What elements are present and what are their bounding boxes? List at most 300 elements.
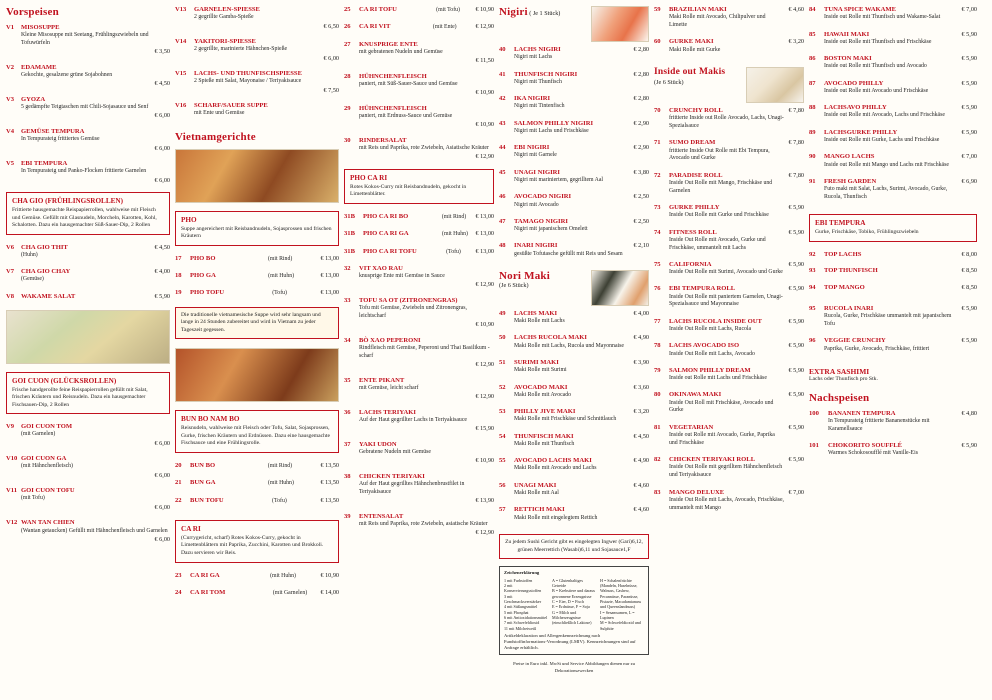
item-number: 93 (809, 267, 816, 275)
menu-item (175, 6, 339, 30)
item-price: € 5,90 (961, 442, 977, 450)
menu-item (499, 46, 649, 62)
item-number: 40 (499, 46, 506, 53)
phocari-box (344, 169, 494, 204)
item-desc: mit Gemüse, leicht scharf (359, 384, 419, 391)
menu-item (344, 513, 494, 537)
item-price: € 7,80 (788, 139, 804, 147)
menu-item (809, 251, 977, 259)
item-number: 48 (499, 242, 506, 250)
menu-item (809, 55, 977, 71)
menu-item (175, 38, 339, 62)
photo-spring-rolls (6, 310, 170, 364)
item-number: 82 (654, 456, 661, 464)
item-name: CHA GIO THIT (21, 243, 68, 251)
chagio-title: CHA GIO (FRÜHLINGSROLLEN) (12, 197, 124, 206)
item-number: 56 (499, 481, 506, 489)
item-name: LACHS RUCOLA INSIDE OUT (669, 317, 762, 325)
menu-item (175, 272, 339, 281)
column-vietnam (175, 6, 339, 696)
item-price: € 6,00 (154, 176, 170, 184)
menu-item (654, 139, 804, 163)
item-desc: (mit Garnelen) (272, 589, 308, 596)
item-desc: Nigiri mit mariniertem, gegrilltem Aal (514, 176, 604, 183)
legend-entry: I = Sesamsamen, L = Lupinen (600, 609, 635, 620)
item-price: € 5,90 (961, 337, 977, 345)
item-name: GURKE PHILLY (669, 203, 720, 211)
item-price: € 13,00 (320, 289, 340, 297)
menu-item (6, 64, 170, 88)
item-number: V12 (6, 519, 18, 527)
item-number: 18 (175, 272, 182, 280)
item-name: RETTICH MAKI (514, 506, 565, 514)
chagio-box (6, 192, 170, 235)
item-desc: Maki Rolle mit eingelegtem Rettich (514, 514, 598, 521)
legend-entry: B = Krebstiere und daraus gewonnene Erzeugnisse (552, 588, 596, 599)
item-desc: Rucola, Gurke, Frischkäse ummantelt mit japanischem Tofu (824, 313, 952, 327)
extra-sashimi (809, 367, 977, 382)
item-number: V6 (6, 243, 15, 251)
item-price: € 7,50 (323, 86, 339, 94)
item-number: 32 (344, 264, 351, 272)
section-title-nigiri: Nigiri (499, 6, 528, 18)
pho-text: Suppe angereichert mit Reisbandnudeln, Sojasprossen und frischen Kräutern (181, 225, 332, 240)
cari-title: CA RI (181, 524, 201, 533)
menu-item (499, 144, 649, 160)
item-name: PHO BO (190, 254, 216, 262)
ebitempura-box (809, 214, 977, 242)
menu-item (809, 284, 977, 292)
item-desc: 2 gegrillte, marinierte Hähnchen-Spieße (194, 46, 288, 53)
nigiri-subtitle: ( Je 1 Stück) (529, 10, 561, 17)
menu-item (344, 409, 494, 433)
item-name: BÒ XAO PEPERONI (359, 336, 421, 344)
item-desc: Futo maki mit Salat, Lachs, Surimi, Avocado, Gurke, Rucola, Thunfisch (824, 186, 948, 200)
menu-item (175, 70, 339, 94)
item-desc: Inside out Rolle mit Thunfisch und Frischkäse (824, 38, 932, 45)
item-name: LACHS RUCOLA MAKI (514, 334, 587, 342)
item-number: V15 (175, 70, 187, 78)
item-price: € 12,90 (475, 529, 494, 537)
item-price: € 5,90 (154, 292, 170, 300)
item-number: V14 (175, 38, 187, 46)
item-name: GOI CUON TOFU (21, 487, 75, 495)
menu-item (6, 244, 170, 260)
item-desc: In Tempurateig frittierte Bananenstücke mit Karamellsauce (828, 418, 930, 432)
legend-col-1 (504, 578, 548, 631)
item-price: € 4,50 (154, 80, 170, 88)
item-name: LACHS AVOCADO ISO (669, 342, 740, 350)
menu-item (499, 310, 649, 326)
item-name: BUN GA (190, 479, 216, 487)
item-desc: Auf der Haut gegrilltes Hähnchenbrustfilet in Teriyakisauce (359, 480, 465, 495)
item-number: 92 (809, 250, 816, 258)
menu-item (654, 342, 804, 358)
item-number: 42 (499, 95, 506, 103)
menu-item (499, 482, 649, 498)
item-price: € 13,00 (320, 272, 340, 280)
menu-item (344, 23, 494, 32)
menu-item (6, 24, 170, 55)
menu-item (654, 107, 804, 131)
item-price: € 10,90 (475, 6, 494, 13)
item-price: € 5,90 (788, 203, 804, 211)
item-name: TUNA SPICE WAKAME (824, 6, 897, 13)
menu-item (809, 31, 977, 47)
legend-entry: 3 mit Geschmacksverstärker (504, 593, 542, 604)
legend-entry: M = Schwefeldioxid und Sulphite (600, 620, 641, 631)
item-name: MANGO DELUXE (669, 488, 725, 496)
item-name: GOI CUON GA (21, 455, 67, 463)
menu-item (654, 6, 804, 30)
chagio-text: Frittierte hausgemachte Reispapierrollen, wahlweise mit Fleisch und Gemüse. Gefüllt mit Glasnudeln, Morcheln, Karotten, Kohl, Schalotten. Dazu ein hausgemachter Süß-Sauer-Dip, 2 Rollen (12, 207, 157, 229)
item-desc: gesüßte Tofutasche gefüllt mit Reis und Sesam (514, 250, 623, 257)
item-number: 85 (809, 30, 816, 38)
item-price: € 4,00 (633, 309, 649, 317)
item-desc: Inside Out Roll mit Frischkäse, Avocado und Gurke (669, 399, 774, 414)
item-price: € 6,00 (154, 503, 170, 511)
item-desc: (mit Ente) (432, 24, 457, 31)
menu-item (6, 519, 170, 543)
item-desc: Inside Out Rolle mit Avocado, Gurke und Frischkäse, ummantelt mit Lachs (669, 236, 766, 251)
item-price: € 6,00 (323, 54, 339, 62)
item-desc: Maki Rolle mit Thunfisch (514, 440, 575, 447)
item-name: GYOZA (21, 95, 46, 103)
item-name: INARI NIGIRI (514, 242, 558, 250)
item-price: € 13,00 (320, 254, 339, 262)
item-name: UNAGI MAKI (514, 481, 557, 489)
legend-entry: H = Schalenfrüchte (Mandeln, Haselnüsse, Walnuss, Cashew, Pecannüsse, Paranüsse, Pistazie, Macadamianuss und Queenslandnuss) (600, 577, 642, 610)
menu-item (499, 193, 649, 209)
item-price: € 3,20 (788, 38, 804, 46)
legend-entry: 7 mit Schwefeldioxid (504, 620, 540, 626)
item-name: PHILLY JIVE MAKI (514, 408, 576, 416)
item-price: € 4,60 (633, 506, 649, 514)
item-name: EBI NIGIRI (514, 144, 550, 152)
menu-item (344, 6, 494, 15)
item-price: € 4,60 (788, 6, 804, 13)
item-number: 41 (499, 70, 506, 78)
item-number: 36 (344, 408, 351, 416)
menu-item (499, 359, 649, 375)
menu-item (809, 80, 977, 96)
menu-item (499, 242, 649, 258)
item-number: 49 (499, 309, 506, 317)
item-price: € 6,50 (323, 22, 339, 30)
item-price: € 15,90 (475, 425, 494, 433)
item-number: 21 (175, 479, 182, 487)
item-name: TOFU SA OT (ZITRONENGRAS) (359, 296, 458, 304)
item-desc: Inside Out Rolle mit Mango, Frischkäse und Garnelen (669, 179, 773, 194)
menu-item (344, 230, 494, 239)
item-price: € 4,90 (633, 334, 649, 342)
item-number: V2 (6, 63, 15, 71)
cari-text: (Currygericht, scharf) Rotes Kokos-Curry, gekocht in Limettenblättern mit Paprika, Zucchini, Karotten und Brokkoli. Dazu servieren wir Reis. (181, 534, 324, 557)
insideout-header (654, 67, 804, 103)
legend-entry: 4 mit Süßungsmittel (504, 604, 538, 610)
item-desc: Nigiri mit Tintenfisch (514, 103, 565, 110)
item-name: FRESH GARDEN (824, 177, 877, 185)
item-price: € 12,90 (475, 23, 494, 31)
item-name: CRUNCHY ROLL (669, 106, 723, 114)
item-desc: Maki Rolle mit Frischkäse und Schnittlauch (514, 416, 617, 423)
item-desc: Inside out Rolle mit Lachs und Frischkäse (669, 375, 767, 382)
item-name: CA RI TOFU (359, 6, 397, 13)
menu-item (654, 391, 804, 415)
menu-item (654, 172, 804, 196)
menu-item (344, 337, 494, 368)
item-price: € 5,90 (788, 456, 804, 464)
menu-item (6, 423, 170, 447)
item-desc: Maki Rolle mit Lachs, Rucola und Mayonnaise (514, 342, 624, 349)
column-hauptgerichte (344, 6, 494, 696)
item-desc: Nigiri mit Avocado (514, 201, 559, 208)
section-title-nachspeisen: Nachspeisen (809, 391, 870, 404)
item-number: 31B (344, 212, 355, 220)
item-name: TOP LACHS (824, 250, 862, 258)
item-price: € 3,80 (633, 168, 649, 176)
item-price: € 13,50 (320, 496, 339, 504)
item-number: V16 (175, 102, 187, 110)
item-price: € 3,60 (633, 383, 649, 391)
item-number: V5 (6, 160, 15, 167)
item-price: € 7,00 (961, 6, 977, 13)
sushi-note: Zu jedem Sushi Gericht gibt es eingelegten Ingwer (Gari)6,12, grünen Meerrettich (Wasabi)6,11 und Sojasauce1,F (505, 538, 643, 553)
item-desc: Nigiri mit japanischem Omelett (514, 226, 588, 233)
item-desc: Inside Out Rolle mit Lachs, Avocado, Frischkäse, ummantelt mit Mango (669, 496, 785, 511)
item-price: € 10,90 (475, 457, 494, 465)
item-desc: (Wantan getaucken) Gefüllt mit Hähnchenfleisch und Garnelen (21, 527, 168, 534)
item-name: LACHS TERIYAKI (359, 408, 416, 416)
item-desc: (Huhn) (21, 251, 38, 258)
item-number: 51 (499, 359, 506, 367)
item-number: 31B (344, 247, 355, 255)
nori-subtitle: (Je 6 Stück) (499, 281, 529, 289)
legend-entry: 5 mit Phosphat (504, 609, 529, 615)
legend-heading: Zeichenerklärung (504, 570, 540, 576)
item-number: 47 (499, 217, 506, 225)
item-price: € 11,50 (475, 57, 494, 65)
menu-item (809, 178, 977, 202)
item-number: V13 (175, 6, 187, 13)
item-desc: Inside Out Rolle mit Lachs, Avocado (669, 350, 755, 357)
section-title-insideout: Inside out Makis (654, 66, 726, 77)
pho-note-box (175, 307, 339, 340)
item-number: 80 (654, 391, 661, 399)
menu-item (654, 456, 804, 480)
menu-item (499, 218, 649, 234)
item-desc: In Tempurateig frittiertes Gemüse (21, 136, 100, 143)
item-number: 28 (344, 72, 351, 80)
menu-item (809, 442, 977, 458)
item-desc: (mit Huhn) (442, 231, 468, 238)
item-number: V8 (6, 292, 15, 300)
item-desc: mit Reis und Paprika, rote Zwiebeln, asiatische Kräuter (359, 520, 488, 527)
item-name: SALMON PHILLY DREAM (669, 366, 751, 374)
item-name: RINDERSALAT (359, 136, 407, 144)
item-number: 91 (809, 177, 816, 185)
item-number: 30 (344, 136, 351, 144)
menu-item (809, 153, 977, 169)
item-price: € 5,90 (961, 304, 977, 312)
item-desc: Maki Rolle mit Avocado (514, 391, 572, 398)
item-number: 88 (809, 104, 816, 112)
menu-item (654, 489, 804, 513)
menu-item (654, 229, 804, 253)
item-name: TOP THUNFISCH (824, 267, 878, 275)
photo-maki (591, 270, 649, 306)
item-desc: Inside Out Rolle mit Gurke und Frischkäse (669, 212, 769, 219)
item-price: € 10,90 (475, 321, 494, 329)
item-desc: Nigiri mit Garnele (514, 152, 557, 159)
item-name: CHOKORITO SOUFFLÉ (828, 442, 903, 450)
menu-item (344, 297, 494, 328)
bunbo-box (175, 410, 339, 453)
item-name: PHO GA (190, 272, 216, 280)
item-name: HAWAII MAKI (824, 30, 870, 38)
legend-entry: 2 mit Konservierungsstoffen (504, 583, 542, 594)
item-number: V1 (6, 24, 15, 31)
item-price: € 2,10 (633, 242, 649, 250)
item-number: 45 (499, 168, 506, 176)
item-number: 23 (175, 571, 182, 579)
item-name: CHICKEN TERIYAKI ROLL (669, 456, 756, 464)
item-price: € 6,00 (154, 535, 170, 543)
menu-item (499, 95, 649, 111)
item-name: TAMAGO NIGIRI (514, 217, 568, 225)
item-number: 50 (499, 334, 506, 342)
legend-entry: E = Erdnüsse, F = Soja (552, 604, 590, 610)
item-name: MANGO LACHS (824, 153, 875, 161)
item-price: € 5,90 (788, 317, 804, 325)
item-price: € 6,00 (154, 439, 170, 447)
item-name: THUNFISCH NIGIRI (514, 70, 578, 78)
item-desc: Tofu mit Gemüse, Zwiebeln und Zitronengras, leichtscharf (359, 305, 467, 319)
item-number: 101 (809, 442, 819, 450)
item-price: € 12,90 (475, 393, 494, 401)
item-desc: (Gemüse) (21, 276, 44, 283)
item-desc: (Tofu) (272, 497, 287, 504)
menu-item (654, 38, 804, 54)
item-number: 25 (344, 6, 351, 13)
menu-item (654, 261, 804, 277)
item-desc: Inside out Rolle mit Thunfisch und Avocado (824, 63, 927, 70)
item-number: 76 (654, 285, 661, 293)
item-name: HÜHNCHENFLEISCH (359, 104, 427, 112)
item-number: 27 (344, 40, 351, 48)
menu-item (344, 441, 494, 465)
item-number: 35 (344, 376, 351, 384)
item-name: SUMO DREAM (669, 139, 716, 147)
item-desc: paniert, mit Erdnuss-Sauce und Gemüse (359, 112, 453, 119)
item-price: € 13,50 (320, 479, 339, 487)
menu-item (499, 506, 649, 522)
item-desc: In Tempurateig und Panko-Flocken frittierte Garnelen (21, 168, 147, 175)
item-name: WAN TAN CHIEN (21, 519, 75, 527)
item-price: € 3,20 (633, 408, 649, 416)
item-desc: frittierte Inside out Rolle Avocado, Lachs, Unagi-Spezialsauce (669, 115, 784, 129)
price-footnote: Preise in Euro inkl. MwSt und Service Abbildungen dienen nur zu Dekorationszwecken (513, 661, 635, 673)
item-price: € 2,90 (633, 144, 649, 152)
item-desc: knusprige Ente mit Gemüse in Sauce (359, 273, 445, 280)
menu-item (6, 487, 170, 511)
item-price: € 12,90 (475, 153, 494, 161)
item-desc: Maki Rolle mit Aal (514, 489, 559, 496)
menu-item (175, 497, 339, 506)
item-price: € 3,50 (154, 48, 170, 56)
nigiri-header (499, 6, 649, 42)
item-price: € 4,50 (633, 432, 649, 440)
item-name: AVOCADO LACHS MAKI (514, 457, 592, 465)
item-number: V7 (6, 268, 15, 276)
pho-title: PHO (181, 215, 197, 224)
item-price: € 2,80 (633, 46, 649, 53)
item-number: 81 (654, 423, 661, 431)
item-name: EBI TEMPURA (21, 160, 68, 167)
legend-entry: A = Glutenhaltiges Getreide (552, 577, 583, 588)
item-price: € 13,90 (475, 497, 494, 505)
menu-item (6, 293, 170, 301)
pho-box (175, 211, 339, 246)
item-price: € 2,80 (633, 70, 649, 78)
item-price: € 8,00 (961, 250, 977, 258)
item-name: SURIMI MAKI (514, 359, 559, 367)
item-desc: mit Reis und Paprika, rote Zwiebeln, Asiatische Kräuter (359, 145, 489, 151)
item-number: V10 (6, 455, 18, 463)
item-desc: mit gebratenen Nudeln und Gemüse (359, 48, 443, 55)
section-title-nori: Nori Maki (499, 269, 550, 282)
item-desc: Rindfleisch mit Gemüse, Peperoni und Thai Basilikum - scharf (359, 344, 490, 359)
item-number: 83 (654, 488, 661, 496)
item-name: PARADISE ROLL (669, 171, 723, 179)
item-price: € 7,80 (788, 106, 804, 114)
item-price: € 5,90 (961, 30, 977, 38)
menu-item (809, 410, 977, 434)
item-number: 44 (499, 144, 506, 152)
item-name: GARNELEN-SPIESSE (194, 6, 260, 13)
sushi-note-box (499, 534, 649, 559)
item-desc: Warmes Schokosoufflé mit Vanille-Eis (828, 450, 918, 457)
item-name: MISOSUPPE (21, 24, 60, 31)
item-name: AVOCADO NIGIRI (514, 193, 572, 201)
item-name: LACHS- UND THUNFISCHSPIESSE (194, 70, 302, 78)
item-name: BUN BO (190, 462, 216, 469)
item-number: 59 (654, 6, 661, 13)
item-name: CHA GIO CHAY (21, 268, 71, 276)
item-desc: (mit Rind) (441, 213, 467, 220)
ebitempura-title: EBI TEMPURA (815, 219, 866, 228)
menu-item (344, 248, 494, 257)
item-number: 22 (175, 496, 182, 504)
item-desc: Inside Out Rolle mit gegrilltem Hähnchenfleisch und Teriyakisauce (669, 464, 783, 479)
menu-item (809, 129, 977, 145)
item-desc: (mit Garnelen) (21, 431, 56, 438)
menu-item (654, 367, 804, 383)
item-number: 38 (344, 472, 351, 480)
item-desc: 2 gegrillte Gamba-Spieße (194, 14, 254, 21)
item-name: WAKAME SALAT (21, 292, 76, 300)
item-name: CA RI VIT (359, 23, 391, 31)
goicuon-title: GOI CUON (GLÜCKSROLLEN) (12, 376, 117, 385)
column-nigiri-nori (499, 6, 649, 696)
item-name: BRAZILIAN MAKI (669, 6, 727, 13)
item-number: 90 (809, 153, 816, 161)
item-name: ENTENSALAT (359, 512, 404, 520)
item-desc: Paprika, Gurke, Avocado, Frischkäse, frittiert (824, 345, 930, 352)
item-name: CA RI GA (190, 571, 220, 579)
item-number: 26 (344, 23, 351, 31)
item-price: € 5,90 (961, 79, 977, 87)
